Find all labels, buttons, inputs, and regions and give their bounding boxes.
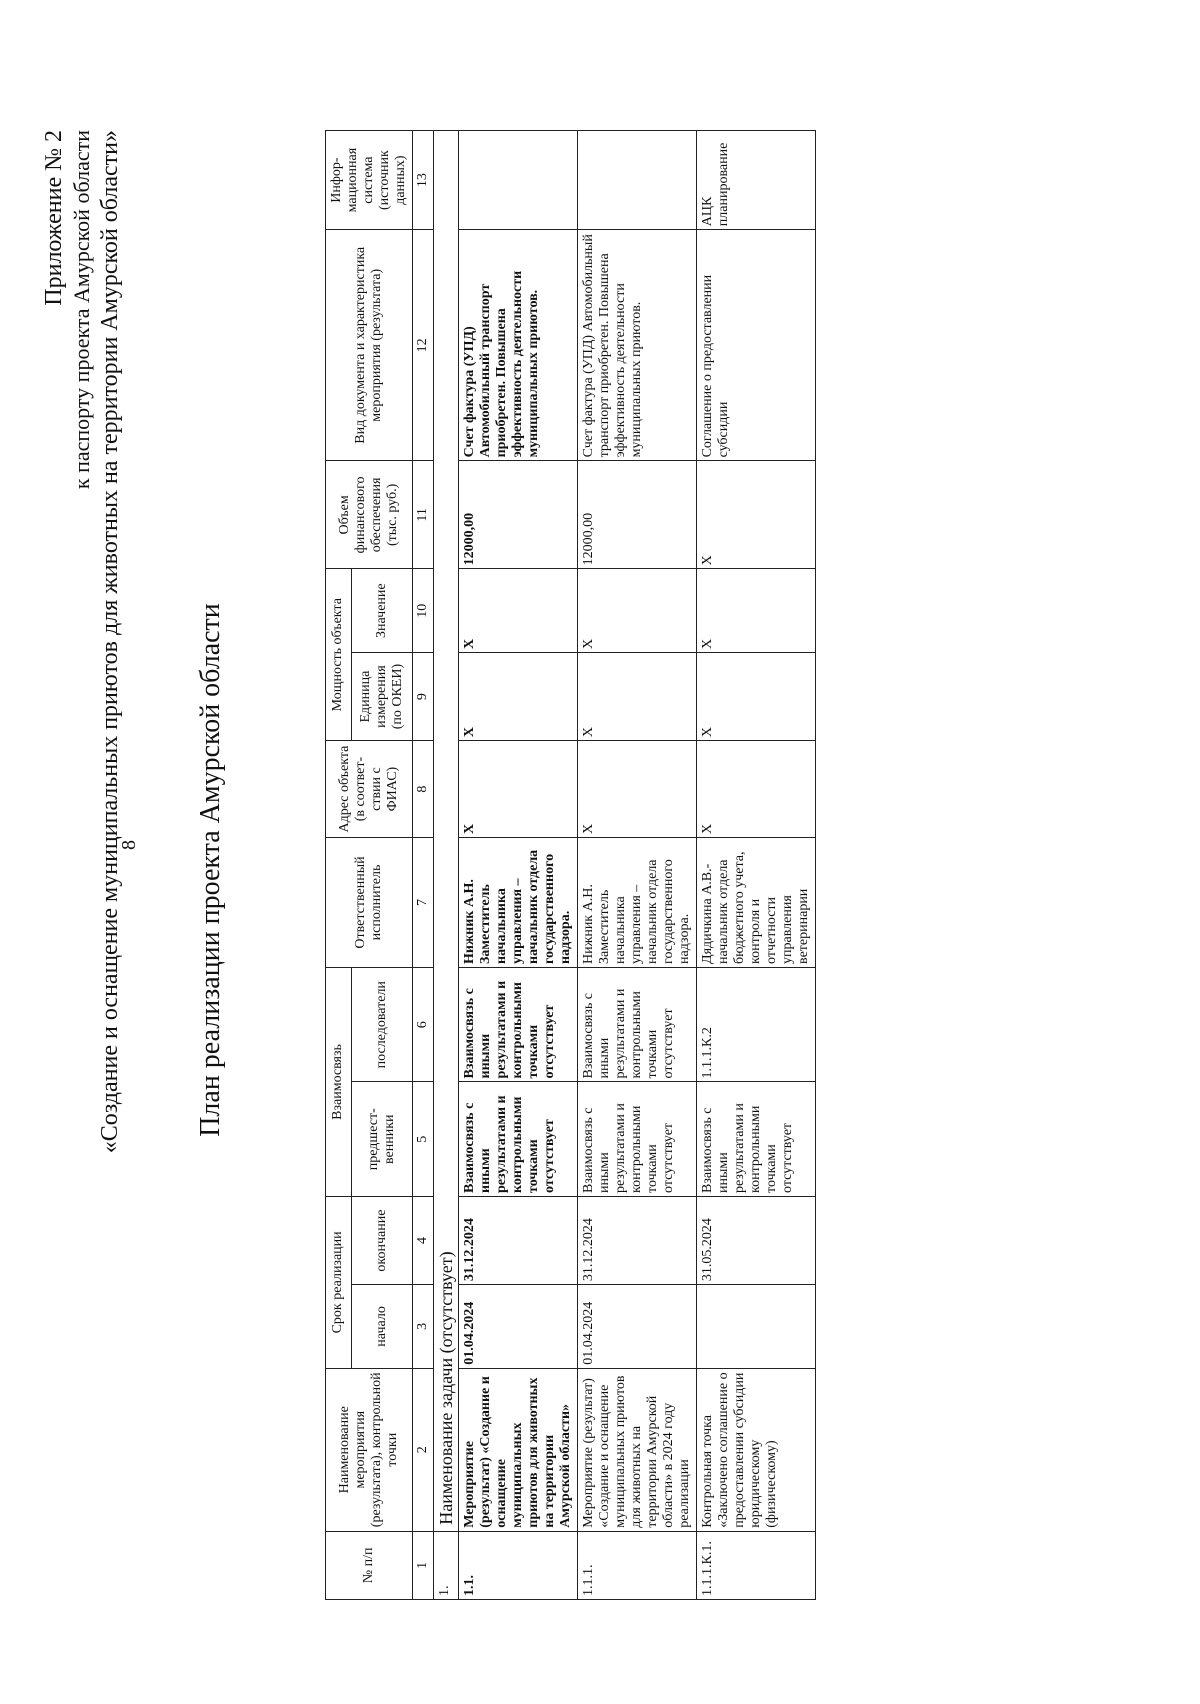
column-number: 11 <box>413 461 434 569</box>
header-doc: Вид документа и характеристика мероприятия (результата) <box>326 230 413 461</box>
row-value: Х <box>578 569 697 653</box>
row-info <box>459 131 578 230</box>
task-row <box>434 131 459 1600</box>
header-start: начало <box>351 1285 412 1369</box>
column-number: 9 <box>413 653 434 741</box>
appendix-title: Приложение № 2 <box>41 130 67 306</box>
header-info: Инфор-мационная система (источник данных) <box>326 131 413 230</box>
table-row <box>459 131 578 1600</box>
header-relation: Взаимосвязь <box>326 967 352 1196</box>
appendix-subtitle: к паспорту проекта Амурской области <box>69 130 94 490</box>
column-number: 3 <box>413 1285 434 1369</box>
row-num: 1.1.1.К.1. <box>697 1531 816 1599</box>
row-info: АЦК планирование <box>697 131 816 230</box>
column-number: 4 <box>413 1196 434 1284</box>
row-successors: 1.1.1.К.2 <box>697 967 816 1082</box>
table-row <box>697 131 816 1600</box>
header-capacity: Мощность объекта <box>326 569 352 741</box>
header-successors: последователи <box>351 967 412 1082</box>
row-name: Контрольная точка «Заключено соглашение о предоставлении субсидии юридическому (физическому) <box>697 1368 816 1531</box>
header-finance: Объем финансового обеспечения (тыс. руб.) <box>326 461 413 569</box>
row-finance: 12000,00 <box>578 461 697 569</box>
row-end: 31.12.2024 <box>459 1196 578 1284</box>
column-number: 13 <box>413 131 434 230</box>
row-unit: Х <box>459 653 578 741</box>
row-finance: Х <box>697 461 816 569</box>
row-doc: Счет фактура (УПД) Автомобильный транспорт приобретен. Повышена эффективность деятельности муниципальных приютов. <box>578 230 697 461</box>
column-number: 1 <box>413 1531 434 1599</box>
row-unit: Х <box>697 653 816 741</box>
row-responsible: Дядичкина А.В.- начальник отдела бюджетного учета, контроля и отчетности управления ветеринарии <box>697 838 816 968</box>
header-unit: Единица измерения (по ОКЕИ) <box>351 653 412 741</box>
row-start: 01.04.2024 <box>459 1285 578 1369</box>
header-value: Значение <box>351 569 412 653</box>
column-number: 12 <box>413 230 434 461</box>
table-row <box>578 131 697 1600</box>
row-unit: Х <box>578 653 697 741</box>
header-responsible: Ответственный исполнитель <box>326 838 413 968</box>
row-doc: Соглашение о предоставлении субсидии <box>697 230 816 461</box>
row-info <box>578 131 697 230</box>
header-name: Наименование мероприятия (результата), контрольной точки <box>326 1368 413 1531</box>
task-name: Наименование задачи (отсутствует) <box>434 131 459 1532</box>
column-number: 8 <box>413 741 434 838</box>
header-end: окончание <box>351 1196 412 1284</box>
row-responsible: Нижник А.Н. Заместитель начальника управления – начальник отдела государственного надзора. <box>578 838 697 968</box>
row-name: Мероприятие (результат) «Создание и оснащение муниципальных приютов для животных на территории Амурской области» в 2024 году реализации <box>578 1368 697 1531</box>
row-address: Х <box>459 741 578 838</box>
row-predecessors: Взаимосвязь с иными результатами и контрольными точками отсутствует <box>459 1082 578 1197</box>
column-number: 7 <box>413 838 434 968</box>
row-predecessors: Взаимосвязь с иными результатами и контрольными точками отсутствует <box>697 1082 816 1197</box>
column-number: 5 <box>413 1082 434 1197</box>
plan-title: План реализации проекта Амурской области <box>195 603 226 1137</box>
row-value: Х <box>459 569 578 653</box>
row-start <box>697 1285 816 1369</box>
row-end: 31.12.2024 <box>578 1196 697 1284</box>
header-predecessors: предшест-венники <box>351 1082 412 1197</box>
row-num: 1.1. <box>459 1531 578 1599</box>
row-responsible: Нижник А.Н. Заместитель начальника управления – начальник отдела государственного надзора. <box>459 838 578 968</box>
column-number: 10 <box>413 569 434 653</box>
task-num: 1. <box>434 1531 459 1599</box>
row-name: Мероприятие (результат) «Создание и оснащение муниципальных приютов для животных на территории Амурской области» <box>459 1368 578 1531</box>
header-num: № п/п <box>326 1531 413 1599</box>
row-end: 31.05.2024 <box>697 1196 816 1284</box>
header-address: Адрес объекта (в соответ-ствии с ФИАС) <box>326 741 413 838</box>
row-num: 1.1.1. <box>578 1531 697 1599</box>
project-name: «Создание и оснащение муниципальных приютов для животных на территории Амурской области» <box>97 130 123 1154</box>
row-address: Х <box>697 741 816 838</box>
row-value: Х <box>697 569 816 653</box>
row-finance: 12000,00 <box>459 461 578 569</box>
row-doc: Счет фактура (УПД) Автомобильный транспорт приобретен. Повышена эффективность деятельности муниципальных приютов. <box>459 230 578 461</box>
header-row-1 <box>326 131 352 1600</box>
row-successors: Взаимосвязь с иными результатами и контрольными точками отсутствует <box>459 967 578 1082</box>
row-successors: Взаимосвязь с иными результатами и контрольными точками отсутствует <box>578 967 697 1082</box>
header-period: Срок реализации <box>326 1196 352 1368</box>
landscape-content <box>20 90 1170 1650</box>
appendix-header <box>40 130 124 1153</box>
column-number: 2 <box>413 1368 434 1531</box>
row-predecessors: Взаимосвязь с иными результатами и контрольными точками отсутствует <box>578 1082 697 1197</box>
plan-table <box>325 130 816 1600</box>
row-address: Х <box>578 741 697 838</box>
row-start: 01.04.2024 <box>578 1285 697 1369</box>
column-number: 6 <box>413 967 434 1082</box>
page-number: 8 <box>118 840 140 850</box>
column-number-row <box>413 131 434 1600</box>
